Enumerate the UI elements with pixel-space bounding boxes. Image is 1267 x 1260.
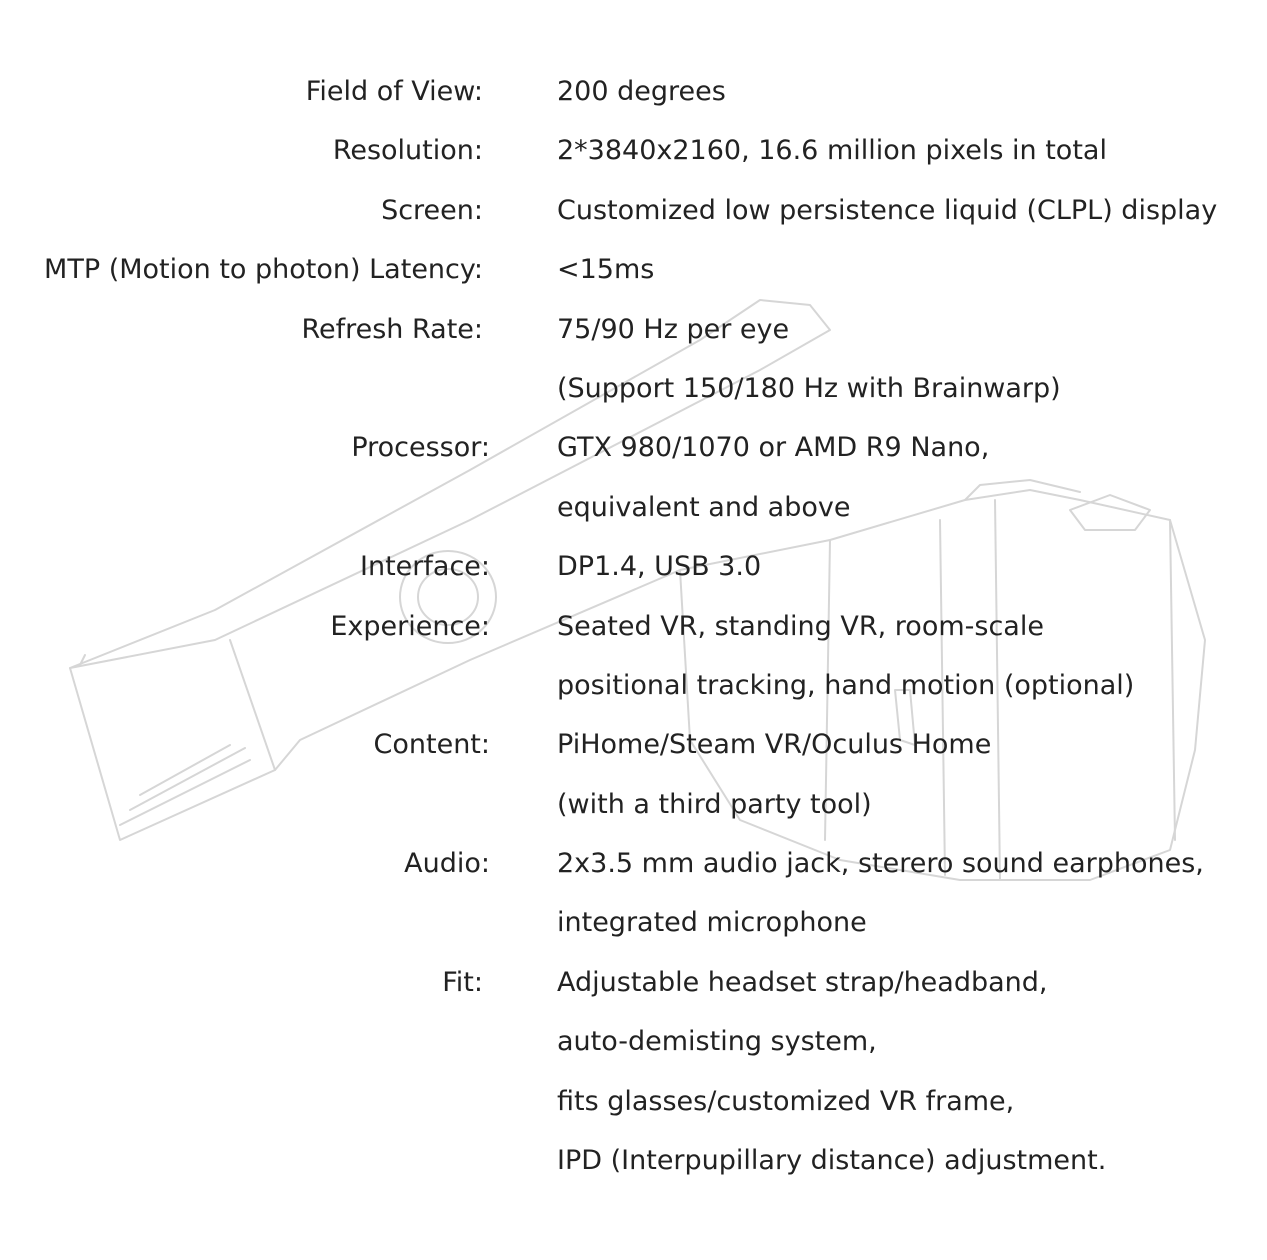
spec-row-interface	[0, 537, 1267, 596]
spec-value: <15ms	[557, 254, 655, 286]
spec-row-audio	[0, 834, 1267, 893]
spec-value: fits glasses/customized VR frame,	[557, 1085, 1015, 1117]
spec-row-processor-continued	[0, 478, 1267, 537]
spec-row-fit-continued	[0, 1072, 1267, 1131]
spec-list	[0, 62, 1267, 1190]
spec-label: Audio:	[404, 848, 490, 880]
spec-label: Content:	[373, 729, 490, 761]
spec-row-fit	[0, 953, 1267, 1012]
spec-value: Seated VR, standing VR, room-scale	[557, 610, 1044, 642]
spec-row-experience	[0, 597, 1267, 656]
spec-row-fit-continued	[0, 1131, 1267, 1190]
spec-row-screen	[0, 181, 1267, 240]
spec-row-fit-continued	[0, 1012, 1267, 1071]
spec-value: (Support 150/180 Hz with Brainwarp)	[557, 372, 1061, 404]
spec-value: Adjustable headset strap/headband,	[557, 966, 1048, 998]
spec-label: Interface:	[360, 551, 490, 583]
spec-value: 200 degrees	[557, 76, 726, 107]
spec-row-experience-continued	[0, 656, 1267, 715]
spec-value: DP1.4, USB 3.0	[557, 551, 762, 583]
spec-value: auto-demisting system,	[557, 1026, 877, 1058]
spec-value: IPD (Interpupillary distance) adjustment.	[557, 1145, 1107, 1177]
spec-row-field-of-view	[0, 62, 1267, 121]
spec-label: MTP (Motion to photon) Latency:	[44, 254, 483, 286]
spec-label: Field of View:	[305, 76, 483, 107]
spec-label: Screen:	[381, 194, 483, 226]
spec-value: Customized low persistence liquid (CLPL) display	[557, 194, 1218, 226]
spec-value: integrated microphone	[557, 907, 867, 939]
spec-row-content-continued	[0, 775, 1267, 834]
spec-row-content	[0, 715, 1267, 774]
spec-row-audio-continued	[0, 893, 1267, 952]
spec-label: Refresh Rate:	[301, 313, 483, 345]
spec-label: Processor:	[351, 432, 490, 464]
spec-value: positional tracking, hand motion (optional)	[557, 669, 1135, 701]
spec-row-resolution	[0, 121, 1267, 180]
spec-row-refresh-rate-continued	[0, 359, 1267, 418]
spec-value: (with a third party tool)	[557, 788, 872, 820]
spec-label: Experience:	[330, 610, 490, 642]
spec-row-latency	[0, 240, 1267, 299]
spec-value: GTX 980/1070 or AMD R9 Nano,	[557, 432, 990, 464]
spec-label: Resolution:	[332, 135, 483, 167]
spec-label: Fit:	[442, 966, 483, 998]
spec-row-processor	[0, 418, 1267, 477]
spec-value: 2x3.5 mm audio jack, sterero sound earphones,	[557, 848, 1204, 880]
spec-value: 2*3840x2160, 16.6 million pixels in total	[557, 135, 1107, 167]
spec-value: PiHome/Steam VR/Oculus Home	[557, 729, 992, 761]
spec-value: equivalent and above	[557, 491, 851, 523]
spec-value: 75/90 Hz per eye	[557, 313, 790, 345]
spec-row-refresh-rate	[0, 300, 1267, 359]
